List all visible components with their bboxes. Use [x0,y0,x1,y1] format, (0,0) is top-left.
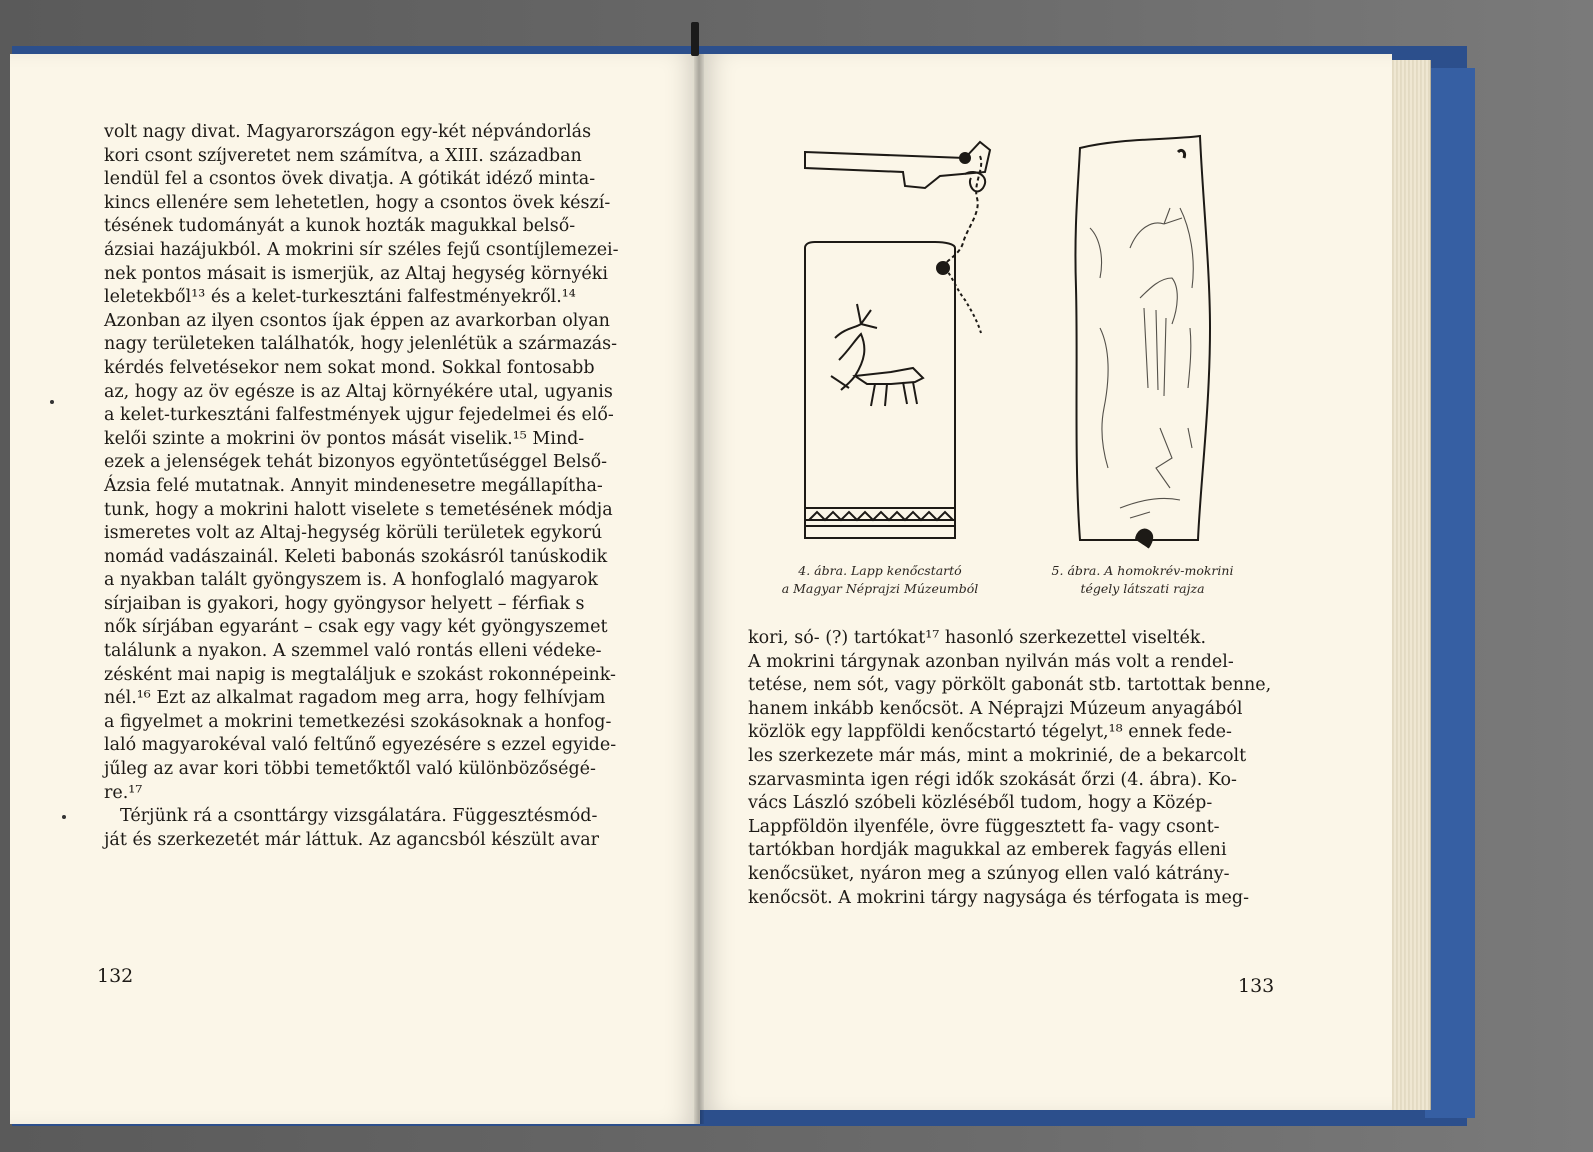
book-gutter [694,54,704,1124]
text-line: jűleg az avar kori többi temetőktől való különbözőségé- [104,759,596,780]
text-line: re.¹⁷ [104,782,143,803]
text-line: kori csont szíjveretet nem számítva, a XIII. században [104,145,582,166]
text-line: tunk, hogy a mokrini halott viselete s temetésének módja [104,499,613,520]
text-line: a figyelmet a mokrini temetkezési szokásoknak a honfog- [104,711,612,732]
text-line: nek pontos másait is ismerjük, az Altaj hegység környéki [104,263,608,284]
text-line: nél.¹⁶ Ezt az alkalmat ragadom meg arra, hogy felhívjam [104,688,606,709]
book-cover-edge [1425,68,1475,1118]
text-line: tésének tudományát a kunok hozták magukkal belső- [104,216,576,237]
stray-ink-dot [50,400,54,404]
text-line: találunk a nyakon. A szemmel való rontás elleni védeke- [104,641,602,662]
text-line: ját és szerkezetét már láttuk. Az agancsból készült avar [104,829,600,850]
text-line: ázsiai hazájukból. A mokrini sír széles fejű csontíjlemezei- [104,239,619,260]
text-line: kori, só- (?) tartókat¹⁷ hasonló szerkezettel viselték. [748,628,1207,648]
stray-ink-dot [62,815,66,819]
text-line: sírjaiban is gyakori, hogy gyöngysor helyett – férfiak s [104,593,585,614]
text-line: kérdés felvetésekor nem sokat mond. Sokkal fontosabb [104,357,595,378]
page-number-left: 132 [97,965,134,987]
text-line: kelői szinte a mokrini öv pontos mását viselik.¹⁵ Mind- [104,428,585,449]
text-line: les szerkezete már más, mint a mokrinié, de a bekarcolt [748,745,1247,766]
page-number-right: 133 [1238,975,1275,997]
text-line: közlök egy lappföldi kenőcstartó tégelyt,¹⁸ ennek fede- [748,722,1232,743]
text-line: lendül fel a csontos övek divatja. A gótikát idéző minta- [104,169,596,190]
text-line: kenőcsöt. A mokrini tárgy nagysága és térfogata is meg- [748,887,1249,908]
figure-caption-line: a Magyar Néprajzi Múzeumból [781,581,979,596]
text-line: A mokrini tárgynak azonban nyilván más volt a rendel- [748,651,1234,672]
text-line: vács László szóbeli közléséből tudom, hogy a Közép- [748,793,1213,814]
figure-4-caption [770,562,990,598]
figure-5-caption [1030,562,1255,598]
text-line: ismeretes volt az Altaj-hegység körüli területek egykorú [104,523,603,544]
text-line: nomád vadászainál. Keleti babonás szokásról tanúskodik [104,546,608,567]
text-line: hanem inkább kenőcsöt. A Néprajzi Múzeum anyagából [748,698,1243,719]
left-page-body-text [104,121,634,852]
text-line: kincs ellenére sem lehetetlen, hogy a csontos övek készí- [104,192,611,213]
text-line: nagy területeken találhatók, hogy jelenlétük a származás- [104,334,618,355]
text-line: nők sírjában egyaránt – csak egy vagy két gyöngyszemet [104,617,608,638]
text-line: Ázsia felé mutatnak. Annyit mindenesetre megállapítha- [104,475,603,496]
text-line: tartókban hordják magukkal az emberek fagyás elleni [748,840,1227,861]
text-line: szarvasminta igen régi idők szokását őrzi (4. ábra). Ko- [748,769,1237,790]
text-line: Térjünk rá a csonttárgy vizsgálatára. Függesztésmód- [120,806,598,827]
text-line: tetése, nem sót, vagy pörkölt gabonát stb. tartottak benne, [748,675,1272,696]
text-line: kenőcsüket, nyáron meg a szúnyog ellen való kátrány- [748,863,1230,884]
text-line: a kelet-turkesztáni falfestmények ujgur fejedelmei és elő- [104,405,614,426]
right-page-body-text [748,627,1272,910]
text-line: Azonban az ilyen csontos íjak éppen az avarkorban olyan [104,310,610,331]
figure-5-drawing [1060,128,1260,556]
figure-4-drawing [795,128,1025,550]
text-line: az, hogy az öv egésze is az Altaj környékére utal, ugyanis [104,381,613,402]
figure-caption-line: 5. ábra. A homokrév-mokrini [1051,563,1234,578]
text-line: a nyakban talált gyöngyszem is. A honfoglaló magyarok [104,570,599,591]
bookmark-ribbon [691,22,699,56]
figure-caption-line: tégely látszati rajza [1080,581,1205,596]
text-line: volt nagy divat. Magyarországon egy-két népvándorlás [104,122,592,142]
text-line: zésként mai napig is megtaláljuk e szokást rokonnépeink- [104,664,616,685]
text-line: laló magyarokéval való feltűnő egyezésére s ezzel egyide- [104,735,617,756]
text-line: ezek a jelenségek tehát bizonyos egyöntetűséggel Belső- [104,452,608,473]
text-line: Lappföldön ilyenféle, övre függesztett fa- vagy csont- [748,816,1220,837]
text-line: leletekből¹³ és a kelet-turkesztáni falfestményekről.¹⁴ [104,287,576,308]
figure-caption-line: 4. ábra. Lapp kenőcstartó [798,563,962,578]
